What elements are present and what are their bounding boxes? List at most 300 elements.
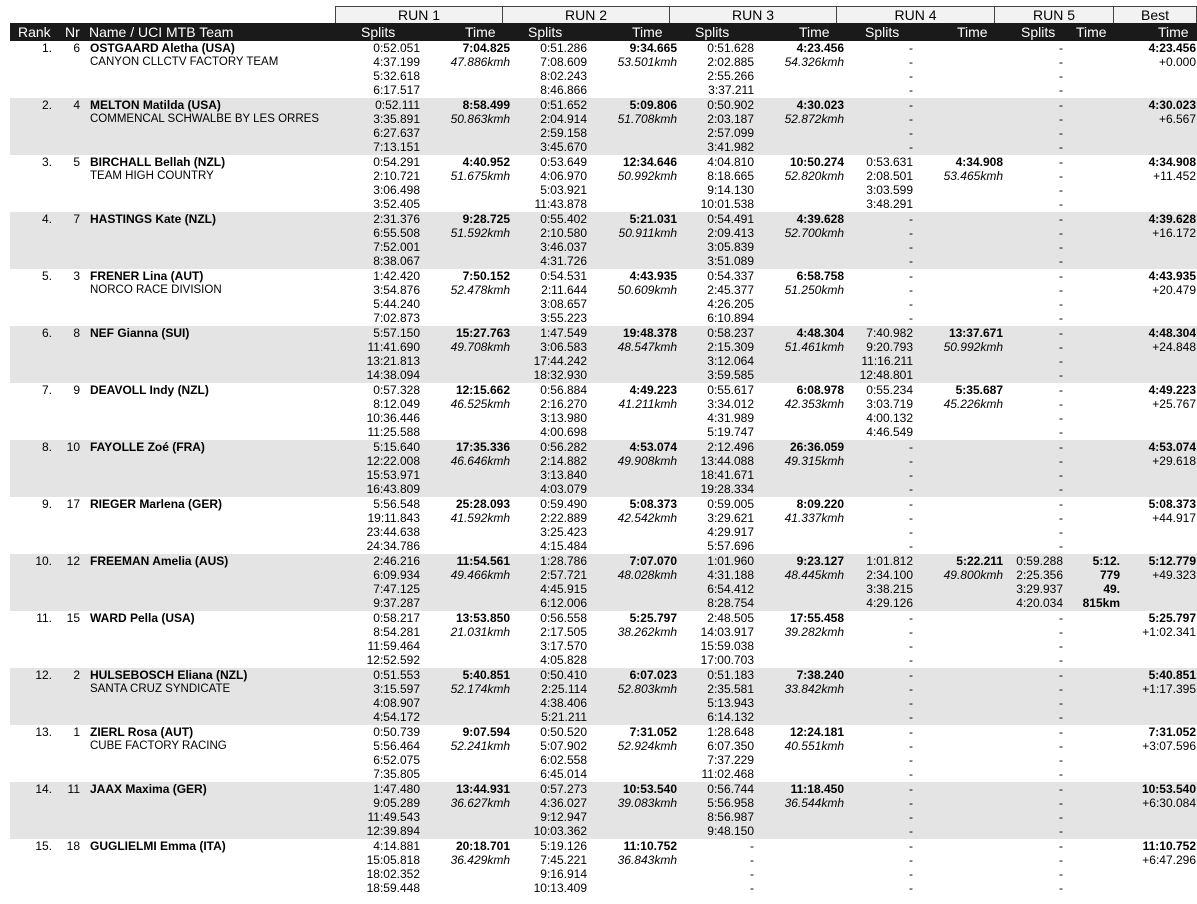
run1-splits <box>340 497 420 553</box>
split-value: - <box>1059 440 1063 454</box>
nr-cell: 4 <box>73 98 80 112</box>
table-row <box>10 326 1197 383</box>
run3-time-header: Time <box>799 24 830 40</box>
split-value: - <box>1059 710 1063 725</box>
split-value: 4:31.989 <box>707 411 754 426</box>
run2-time-header: Time <box>632 24 663 40</box>
run2-time: 9:34.665 <box>629 41 677 55</box>
rider-name: FAYOLLE Zoé (FRA) <box>90 440 205 454</box>
split-value: 4:31.188 <box>707 568 754 583</box>
run4-splits <box>840 383 913 439</box>
run5-time <box>1063 41 1120 97</box>
run2-speed: 52.803kmh <box>617 682 677 696</box>
run2-speed: 38.262kmh <box>617 625 677 639</box>
split-value: 9:37.287 <box>373 596 420 611</box>
time-fragment <box>1063 197 1120 211</box>
time-fragment <box>1063 725 1120 739</box>
best-gap: +3:07.596 <box>1142 739 1196 753</box>
split-value: 2:17.505 <box>540 625 587 640</box>
run1-time: 11:54.561 <box>456 554 510 568</box>
run4-splits <box>840 497 913 553</box>
split-value: 14:38.094 <box>366 368 420 383</box>
run1-speed: 21.031kmh <box>450 625 510 639</box>
run4-time: 5:22.211 <box>956 554 1003 568</box>
split-value: - <box>1059 83 1063 98</box>
split-value: - <box>909 440 913 454</box>
split-value: 7:52.001 <box>373 240 420 255</box>
run1-time: 12:15.662 <box>455 383 510 397</box>
time-fragment <box>1063 682 1120 696</box>
run4-splits <box>840 725 913 781</box>
table-row <box>10 98 1197 155</box>
split-value: 6:09.934 <box>373 568 420 583</box>
time-fragment <box>1063 354 1120 368</box>
best-time: 4:34.908 <box>1148 155 1196 169</box>
time-fragment <box>1063 212 1120 226</box>
split-value: 3:13.840 <box>540 468 587 483</box>
split-value: 6:55.508 <box>373 226 420 241</box>
run3-time: 4:30.023 <box>796 98 844 112</box>
split-value: 3:06.498 <box>373 183 420 198</box>
split-value: - <box>1059 197 1063 212</box>
split-value: - <box>909 639 913 654</box>
run2-splits <box>507 98 587 154</box>
split-value: - <box>1059 696 1063 711</box>
split-value: - <box>909 525 913 540</box>
table-row <box>10 782 1197 839</box>
split-value: - <box>909 782 913 796</box>
split-value: - <box>909 55 913 70</box>
run3-speed: 51.461kmh <box>784 340 844 354</box>
rider-name: WARD Pella (USA) <box>90 611 195 625</box>
split-value: 2:57.099 <box>707 126 754 141</box>
run5-time <box>1063 212 1120 268</box>
rider-name: JAAX Maxima (GER) <box>90 782 207 796</box>
split-value: 3:38.215 <box>866 582 913 597</box>
run4-splits <box>840 440 913 496</box>
run2-time: 5:21.031 <box>629 212 677 226</box>
run2-splits <box>507 383 587 439</box>
split-value: - <box>1059 340 1063 355</box>
split-value: 4:06.970 <box>540 169 587 184</box>
run2-speed: 51.708kmh <box>617 112 677 126</box>
run1-splits <box>340 782 420 838</box>
run1-splits <box>340 41 420 97</box>
run2-speed: 50.992kmh <box>617 169 677 183</box>
split-value: - <box>909 126 913 141</box>
table-row <box>10 725 1197 782</box>
run3-time: 9:23.127 <box>796 554 844 568</box>
split-value: 3:25.423 <box>540 525 587 540</box>
split-value: - <box>1059 212 1063 226</box>
run5-time <box>1063 497 1120 553</box>
run4-splits <box>840 668 913 724</box>
run5-splits <box>1000 440 1063 496</box>
run3-splits <box>674 269 754 325</box>
split-value: 9:16.914 <box>540 867 587 882</box>
nr-cell: 8 <box>73 326 80 340</box>
split-value: 7:35.805 <box>373 767 420 782</box>
split-value: 6:45.014 <box>540 767 587 782</box>
time-fragment <box>1063 112 1120 126</box>
split-value: 0:53.631 <box>866 155 913 169</box>
split-value: 0:52.051 <box>373 41 420 55</box>
split-value: - <box>909 867 913 882</box>
time-fragment <box>1063 468 1120 482</box>
nr-cell: 1 <box>73 725 80 739</box>
split-value: 3:51.089 <box>707 254 754 269</box>
split-value: 1:47.549 <box>540 326 587 340</box>
split-value: 3:34.012 <box>707 397 754 412</box>
split-value: - <box>1059 753 1063 768</box>
run-2-header: RUN 2 <box>502 6 670 23</box>
run5-splits <box>1000 155 1063 211</box>
run4-speed: 49.800kmh <box>943 568 1003 582</box>
split-value: 6:07.350 <box>707 739 754 754</box>
rank-cell: 7. <box>41 383 52 397</box>
run2-speed: 50.911kmh <box>618 226 677 240</box>
split-value: 11:49.543 <box>367 810 420 825</box>
split-value: 0:54.337 <box>707 269 754 283</box>
rank-header: Rank <box>18 24 51 40</box>
run1-splits <box>340 839 420 895</box>
split-value: - <box>1059 69 1063 84</box>
run2-time: 11:10.752 <box>623 839 677 853</box>
run3-speed: 36.544kmh <box>784 796 844 810</box>
split-value: 3:46.037 <box>540 240 587 255</box>
run3-speed: 41.337kmh <box>784 511 844 525</box>
run1-speed: 50.863kmh <box>450 112 510 126</box>
split-value: - <box>1059 98 1063 112</box>
split-value: 3:12.064 <box>707 354 754 369</box>
run5-time <box>1063 668 1120 724</box>
split-value: 3:03.599 <box>866 183 913 198</box>
time-fragment: 49. <box>1103 582 1120 597</box>
run5-splits <box>1000 269 1063 325</box>
time-fragment <box>1063 710 1120 724</box>
split-value: 15:53.971 <box>366 468 420 483</box>
run2-time: 6:07.023 <box>629 668 677 682</box>
run5-splits <box>1000 725 1063 781</box>
table-row <box>10 497 1197 554</box>
run3-speed: 51.250kmh <box>784 283 844 297</box>
time-fragment: 779 <box>1099 568 1120 583</box>
run2-splits <box>507 611 587 667</box>
run4-splits <box>840 269 913 325</box>
table-row <box>10 41 1197 98</box>
split-value: - <box>909 810 913 825</box>
time-fragment <box>1063 368 1120 382</box>
time-fragment <box>1063 55 1120 69</box>
time-fragment <box>1063 283 1120 297</box>
split-value: - <box>1059 653 1063 668</box>
run3-splits <box>674 782 754 838</box>
split-value: 2:04.914 <box>540 112 587 127</box>
split-value: - <box>1059 55 1063 70</box>
split-value: - <box>1059 411 1063 426</box>
split-value: 3:35.891 <box>373 112 420 127</box>
split-value: - <box>909 839 913 853</box>
time-fragment <box>1063 782 1120 796</box>
run5-time <box>1063 611 1120 667</box>
run3-time: 8:09.220 <box>796 497 844 511</box>
split-value: 7:37.229 <box>707 753 754 768</box>
run1-speed: 52.478kmh <box>450 283 510 297</box>
split-value: - <box>909 668 913 682</box>
run4-splits <box>840 98 913 154</box>
run3-speed: 33.842kmh <box>784 682 844 696</box>
split-value: 2:31.376 <box>373 212 420 226</box>
run1-time: 8:58.499 <box>462 98 510 112</box>
run5-splits <box>1000 782 1063 838</box>
split-value: 4:00.132 <box>866 411 913 426</box>
rank-cell: 10. <box>35 554 52 568</box>
nr-cell: 6 <box>73 41 80 55</box>
run3-splits <box>674 155 754 211</box>
run2-splits <box>507 554 587 610</box>
split-value: 2:14.882 <box>540 454 587 469</box>
split-value: - <box>1059 425 1063 440</box>
time-fragment <box>1063 525 1120 539</box>
rank-cell: 3. <box>41 155 52 169</box>
split-value: 4:20.034 <box>1016 596 1063 611</box>
split-value: 23:44.638 <box>366 525 420 540</box>
split-value: 5:19.747 <box>707 425 754 440</box>
split-value: 19:28.334 <box>700 482 754 497</box>
split-value: - <box>909 824 913 839</box>
rank-cell: 11. <box>36 611 52 625</box>
split-value: 3:55.223 <box>540 311 587 326</box>
split-value: 5:56.958 <box>707 796 754 811</box>
split-value: 0:54.491 <box>707 212 754 226</box>
table-row <box>10 440 1197 497</box>
split-value: 10:36.446 <box>366 411 420 426</box>
split-value: 2:22.889 <box>540 511 587 526</box>
time-fragment <box>1063 753 1120 767</box>
nr-cell: 12 <box>66 554 80 568</box>
run1-speed: 46.646kmh <box>450 454 510 468</box>
split-value: - <box>909 83 913 98</box>
split-value: 4:00.698 <box>540 425 587 440</box>
rank-cell: 1. <box>41 41 52 55</box>
time-fragment <box>1063 497 1120 511</box>
split-value: - <box>909 739 913 754</box>
split-value: - <box>909 454 913 469</box>
split-value: 3:37.211 <box>708 83 754 98</box>
time-fragment <box>1063 881 1120 895</box>
split-value: 5:07.902 <box>540 739 587 754</box>
split-value: 2:12.496 <box>707 440 754 454</box>
run5-splits <box>1000 326 1063 382</box>
split-value: 2:03.187 <box>707 112 754 127</box>
run2-speed: 48.547kmh <box>617 340 677 354</box>
split-value: - <box>1059 796 1063 811</box>
run2-speed: 36.843kmh <box>617 853 677 867</box>
split-value: 0:50.520 <box>540 725 587 739</box>
run3-time: 17:55.458 <box>789 611 844 625</box>
split-value: 9:14.130 <box>707 183 754 198</box>
run3-speed: 52.872kmh <box>784 112 844 126</box>
run1-time: 7:50.152 <box>462 269 510 283</box>
split-value: - <box>1059 810 1063 825</box>
split-value: - <box>1059 183 1063 198</box>
team-name: NORCO RACE DIVISION <box>90 284 222 296</box>
run3-splits <box>674 611 754 667</box>
split-value: 3:08.657 <box>540 297 587 312</box>
split-value: 3:48.291 <box>866 197 913 212</box>
split-value: 2:57.721 <box>540 568 587 583</box>
split-value: 18:59.448 <box>366 881 420 896</box>
rider-name: ZIERL Rosa (AUT) <box>90 725 194 739</box>
run5-splits-header: Splits <box>1021 24 1056 40</box>
split-value: - <box>1059 824 1063 839</box>
split-value: 8:38.067 <box>373 254 420 269</box>
rank-cell: 13. <box>35 725 52 739</box>
split-value: - <box>750 853 754 868</box>
split-value: - <box>1059 41 1063 55</box>
split-value: 7:13.151 <box>373 140 420 155</box>
split-value: 2:02.885 <box>707 55 754 70</box>
split-value: 5:56.464 <box>373 739 420 754</box>
split-value: 5:56.548 <box>373 497 420 511</box>
nr-cell: 17 <box>66 497 80 511</box>
split-value: - <box>1059 283 1063 298</box>
split-value: 3:13.980 <box>540 411 587 426</box>
run5-splits <box>1000 383 1063 439</box>
run1-speed: 49.466kmh <box>450 568 510 582</box>
time-fragment <box>1063 739 1120 753</box>
best-time-header: Time <box>1158 24 1189 40</box>
split-value: 8:56.987 <box>707 810 754 825</box>
run3-splits <box>674 497 754 553</box>
split-value: - <box>1059 383 1063 397</box>
run3-time: 12:24.181 <box>789 725 844 739</box>
rider-name: BIRCHALL Bellah (NZL) <box>90 155 226 169</box>
run4-time: 13:37.671 <box>948 326 1003 340</box>
split-value: 12:52.592 <box>366 653 420 668</box>
split-value: 0:51.628 <box>707 41 754 55</box>
run5-splits <box>1000 497 1063 553</box>
time-fragment <box>1063 824 1120 838</box>
run2-time: 4:43.935 <box>629 269 677 283</box>
run2-time: 19:48.378 <box>622 326 677 340</box>
split-value: 2:55.266 <box>707 69 754 84</box>
split-value: 0:51.553 <box>373 668 420 682</box>
split-value: 10:03.362 <box>533 824 587 839</box>
run4-splits <box>840 212 913 268</box>
split-value: - <box>909 625 913 640</box>
split-value: - <box>909 753 913 768</box>
run1-splits <box>340 668 420 724</box>
run3-speed: 40.551kmh <box>784 739 844 753</box>
run2-splits <box>507 782 587 838</box>
run3-speed: 42.353kmh <box>784 397 844 411</box>
split-value: 6:54.412 <box>707 582 754 597</box>
split-value: 3:45.670 <box>540 140 587 155</box>
split-value: 6:27.637 <box>373 126 420 141</box>
split-value: - <box>1059 497 1063 511</box>
table-row <box>10 383 1197 440</box>
run3-time: 6:58.758 <box>796 269 844 283</box>
split-value: 4:29.917 <box>707 525 754 540</box>
split-value: - <box>1059 839 1063 853</box>
split-value: 2:16.270 <box>540 397 587 412</box>
split-value: 11:43.878 <box>534 197 587 212</box>
run3-time: 26:36.059 <box>789 440 844 454</box>
run1-speed: 52.174kmh <box>450 682 510 696</box>
rider-name: GUGLIELMI Emma (ITA) <box>90 839 226 853</box>
split-value: 15:05.818 <box>366 853 420 868</box>
run2-time: 12:34.646 <box>622 155 677 169</box>
split-value: 0:56.884 <box>540 383 587 397</box>
run1-time: 20:18.701 <box>455 839 510 853</box>
split-value: - <box>909 497 913 511</box>
nr-header: Nr <box>65 24 80 40</box>
run1-splits <box>340 440 420 496</box>
time-fragment <box>1063 810 1120 824</box>
run1-time: 5:40.851 <box>462 668 510 682</box>
run1-speed: 36.627kmh <box>450 796 510 810</box>
split-value: - <box>909 98 913 112</box>
split-value: 2:59.158 <box>540 126 587 141</box>
split-value: - <box>909 297 913 312</box>
split-value: - <box>909 696 913 711</box>
nr-cell: 18 <box>66 839 80 853</box>
run3-time: 4:39.628 <box>796 212 844 226</box>
run3-time: 10:50.274 <box>789 155 844 169</box>
split-value: 8:54.281 <box>373 625 420 640</box>
run5-time-header: Time <box>1076 24 1107 40</box>
split-value: 6:52.075 <box>373 753 420 768</box>
run1-speed: 47.886kmh <box>450 55 510 69</box>
split-value: - <box>1059 668 1063 682</box>
run3-splits <box>674 326 754 382</box>
run2-splits <box>507 41 587 97</box>
best-time: 10:53.540 <box>1141 782 1196 796</box>
rank-cell: 4. <box>41 212 52 226</box>
split-value: 4:54.172 <box>373 710 420 725</box>
run1-speed: 51.592kmh <box>450 226 510 240</box>
nr-cell: 15 <box>66 611 80 625</box>
run1-speed: 36.429kmh <box>450 853 510 867</box>
split-value: 8:46.866 <box>540 83 587 98</box>
time-fragment <box>1063 539 1120 553</box>
split-value: 0:57.328 <box>373 383 420 397</box>
run5-splits <box>1000 212 1063 268</box>
run1-splits <box>340 269 420 325</box>
run3-splits <box>674 440 754 496</box>
split-value: 7:40.982 <box>866 326 913 340</box>
best-time: 4:53.074 <box>1148 440 1196 454</box>
split-value: 0:50.739 <box>373 725 420 739</box>
best-gap: +6:30.084 <box>1142 796 1196 810</box>
column-header-bar <box>10 23 1197 41</box>
split-value: 12:22.008 <box>366 454 420 469</box>
split-value: 5:57.150 <box>373 326 420 340</box>
split-value: - <box>909 41 913 55</box>
best-gap: +25.767 <box>1152 397 1196 411</box>
run5-splits <box>1000 554 1063 610</box>
split-value: 3:05.839 <box>707 240 754 255</box>
time-fragment <box>1063 126 1120 140</box>
split-value: 2:35.581 <box>707 682 754 697</box>
split-value: - <box>1059 539 1063 554</box>
split-value: - <box>1059 169 1063 184</box>
split-value: 1:42.420 <box>373 269 420 283</box>
split-value: 3:59.585 <box>707 368 754 383</box>
run4-time: 5:35.687 <box>955 383 1003 397</box>
split-value: - <box>909 283 913 298</box>
